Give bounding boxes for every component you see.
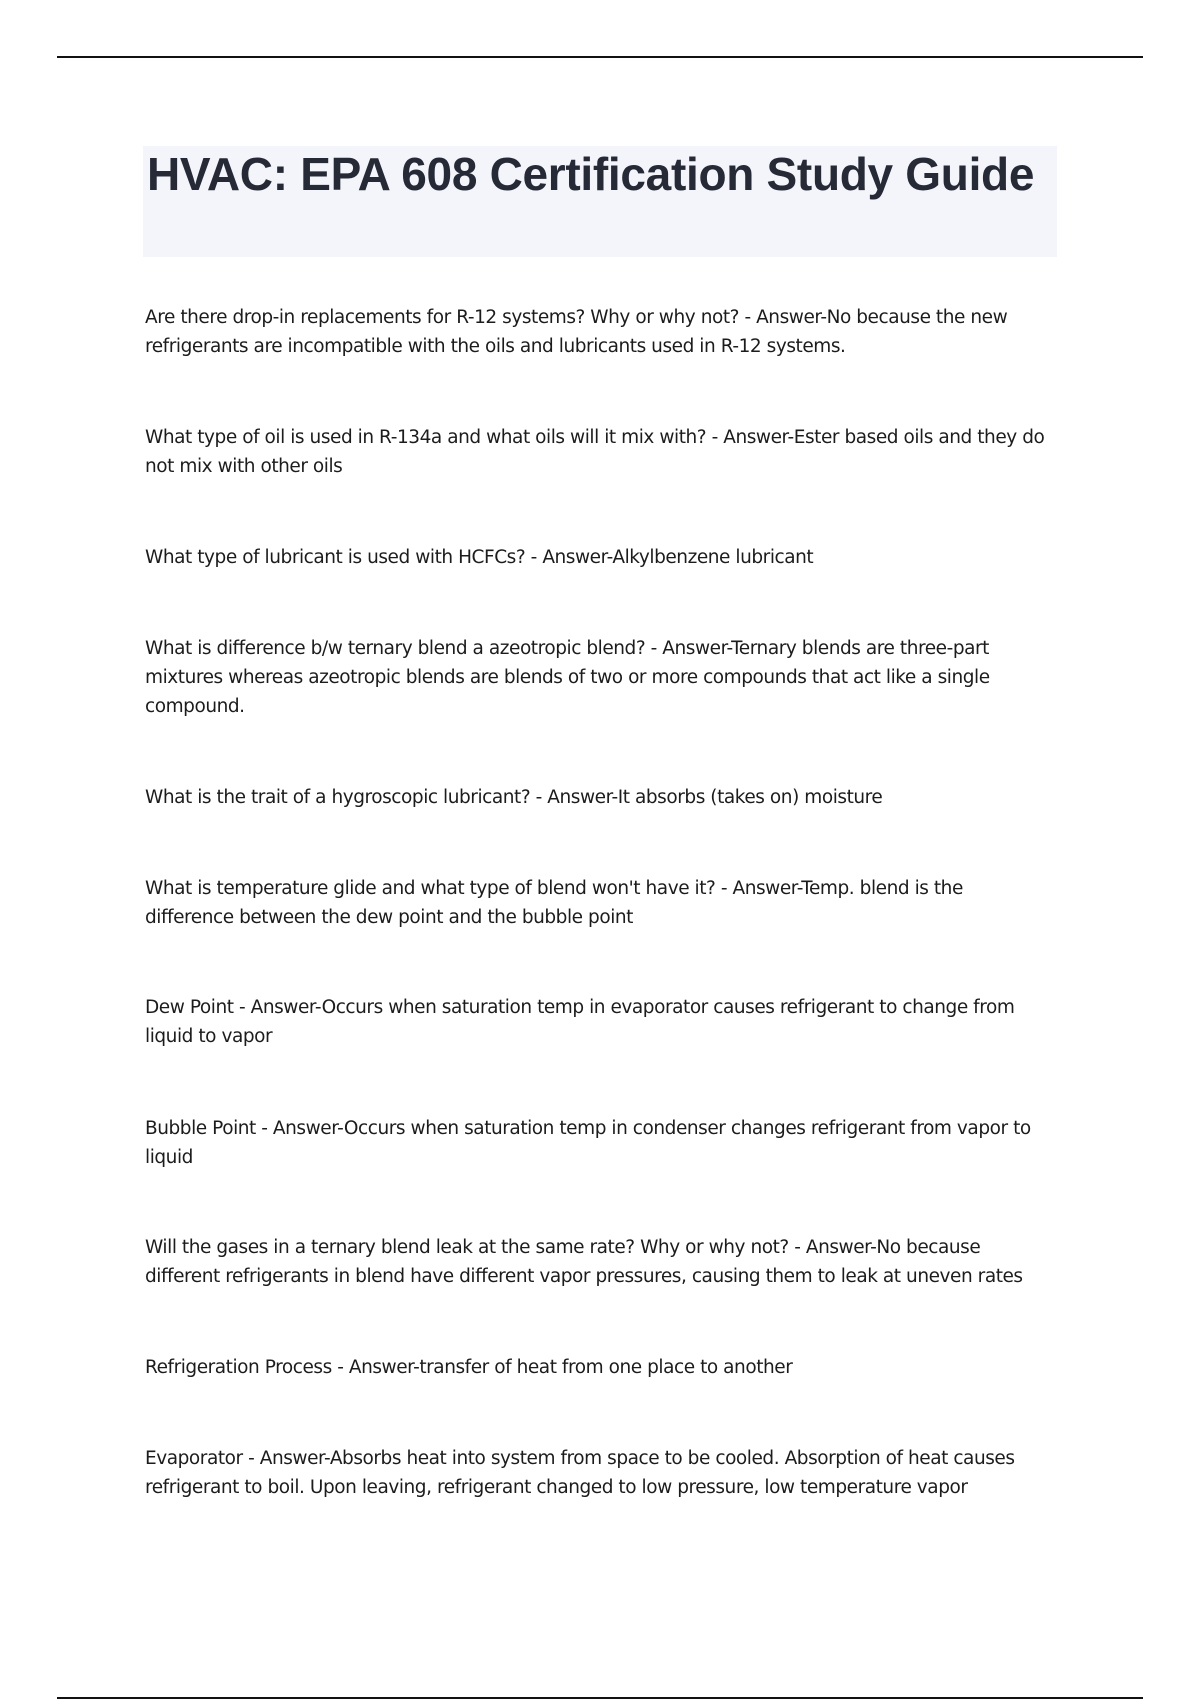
title-banner xyxy=(143,146,1057,257)
qa-entry-temperature-glide: What is temperature glide and what type of blend won't have it? - Answer-Temp. blend is the difference between the dew point and the bubble point xyxy=(145,878,963,928)
document-title: HVAC: EPA 608 Certification Study Guide xyxy=(147,148,1035,200)
qa-entry-evaporator: Evaporator - Answer-Absorbs heat into system from space to be cooled. Absorption of heat causes refrigerant to boil. Upon leaving, refrigerant changed to low pressure, low temperature vapor xyxy=(145,1448,1015,1498)
qa-entry-refrigeration-process: Refrigeration Process - Answer-transfer of heat from one place to another xyxy=(145,1357,793,1378)
qa-entry-hygroscopic-lubricant: What is the trait of a hygroscopic lubricant? - Answer-It absorbs (takes on) moisture xyxy=(145,787,883,808)
header-rule xyxy=(57,56,1143,58)
qa-entry-ternary-vs-azeotropic: What is difference b/w ternary blend a azeotropic blend? - Answer-Ternary blends are three-part mixtures whereas azeotropic blends are blends of two or more compounds that act like a single compound. xyxy=(145,638,990,717)
qa-entry-ternary-leak-rate: Will the gases in a ternary blend leak at the same rate? Why or why not? - Answer-No because different refrigerants in blend have different vapor pressures, causing them to leak at uneven rates xyxy=(145,1237,1023,1287)
qa-entry-drop-in-replacements: Are there drop-in replacements for R-12 systems? Why or why not? - Answer-No because the new refrigerants are incompatible with the oils and lubricants used in R-12 systems. xyxy=(145,307,1008,357)
qa-entry-hcfc-lubricant: What type of lubricant is used with HCFCs? - Answer-Alkylbenzene lubricant xyxy=(145,547,814,568)
qa-entry-r134a-oil: What type of oil is used in R-134a and what oils will it mix with? - Answer-Ester based oils and they do not mix with other oils xyxy=(145,427,1045,477)
footer-rule xyxy=(57,1697,1143,1699)
qa-entry-dew-point: Dew Point - Answer-Occurs when saturation temp in evaporator causes refrigerant to change from liquid to vapor xyxy=(145,997,1015,1047)
qa-entry-bubble-point: Bubble Point - Answer-Occurs when saturation temp in condenser changes refrigerant from vapor to liquid xyxy=(145,1118,1031,1168)
